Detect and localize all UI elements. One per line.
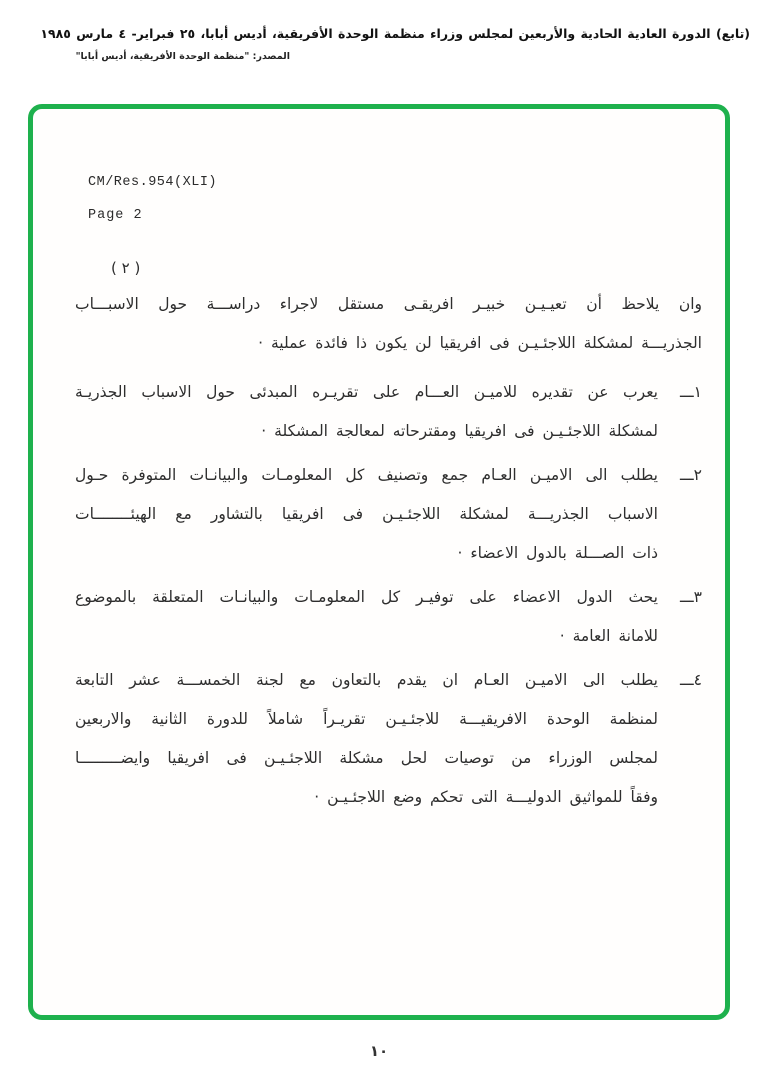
item-text	[75, 578, 658, 656]
resolution-item-1	[75, 373, 702, 451]
item-text	[75, 456, 658, 573]
intro-line: الجذريـــة لمشكلة اللاجئـيـن فى افريقيا لن يكون ذا فائدة عملية ·	[258, 334, 702, 352]
item-text-line: لمنظمة الوحدة الافريقيـــة للاجئـيـن تقريـراً شاملاً للدورة الثانية والاربعين	[75, 710, 658, 728]
item-text-line: وفقاً للمواثيق الدوليـــة التى تحكم وضع اللاجئـيـن ·	[314, 788, 658, 806]
item-number: ٣ـــ	[680, 588, 702, 606]
item-number: ٢ـــ	[680, 466, 702, 484]
item-text-line: الاسباب الجذريـــة لمشكلة اللاجئـيـن فى افريقيا بالتشاور مع الهيئــــــــات	[75, 505, 658, 523]
item-text	[75, 661, 658, 817]
item-text-line: ذات الصـــلة بالدول الاعضاء ·	[457, 544, 658, 562]
source-line: المصدر: "منظمة الوحدة الأفريقية، أديس أبابا"	[75, 51, 290, 62]
item-text-line: يطلب الى الاميـن العـام جمع وتصنيف كل المعلومـات والبيانـات المتوفرة حـول	[75, 466, 658, 484]
item-text-line: لمشكلة اللاجئـيـن فى افريقيا ومقترحاته لمعالجة المشكلة ·	[261, 422, 658, 440]
intro-paragraph	[75, 285, 702, 363]
resolution-item-3	[75, 578, 702, 656]
item-number: ٤ـــ	[680, 671, 702, 689]
item-text-line: يعرب عن تقديره للاميـن العـــام على تقريـره المبدئى حول الاسباب الجذريـة	[75, 383, 658, 401]
item-text-line: يحث الدول الاعضاء على توفيـر كل المعلومـات والبيانـات المتعلقة بالموضوع	[75, 588, 658, 606]
item-text-line: للامانة العامة ·	[559, 627, 658, 645]
green-border-frame	[28, 104, 730, 1020]
item-text-line: لمجلس الوزراء من توصيات لحل مشكلة اللاجئـيـن فى افريقيا وايضـــــــــا	[75, 749, 658, 767]
item-text	[75, 373, 658, 451]
section-number: ( ٢ )	[111, 259, 141, 277]
archive-header-line: (تابع) الدورة العادية الحادية والأربعين لمجلس وزراء منظمة الوحدة الأفريقية، أديس أبابا، ٢٥ فبراير- ٤ مارس ١٩٨٥	[40, 26, 750, 41]
intro-line: وان يلاحظ أن تعيـيـن خبيـر افريقـى مستقل لاجراء دراســـة حول الاسبـــاب	[75, 295, 702, 313]
page-number: ١٠	[369, 1042, 389, 1060]
item-text-line: يطلب الى الاميـن العـام ان يقدم بالتعاون مع لجنة الخمســـة عشر التابعة	[75, 671, 658, 689]
resolution-items	[75, 373, 702, 822]
resolution-item-4	[75, 661, 702, 817]
item-number: ١ـــ	[680, 383, 702, 401]
resolution-item-2	[75, 456, 702, 573]
document-reference: CM/Res.954(XLI)	[88, 175, 218, 190]
page-label: Page 2	[88, 208, 143, 223]
